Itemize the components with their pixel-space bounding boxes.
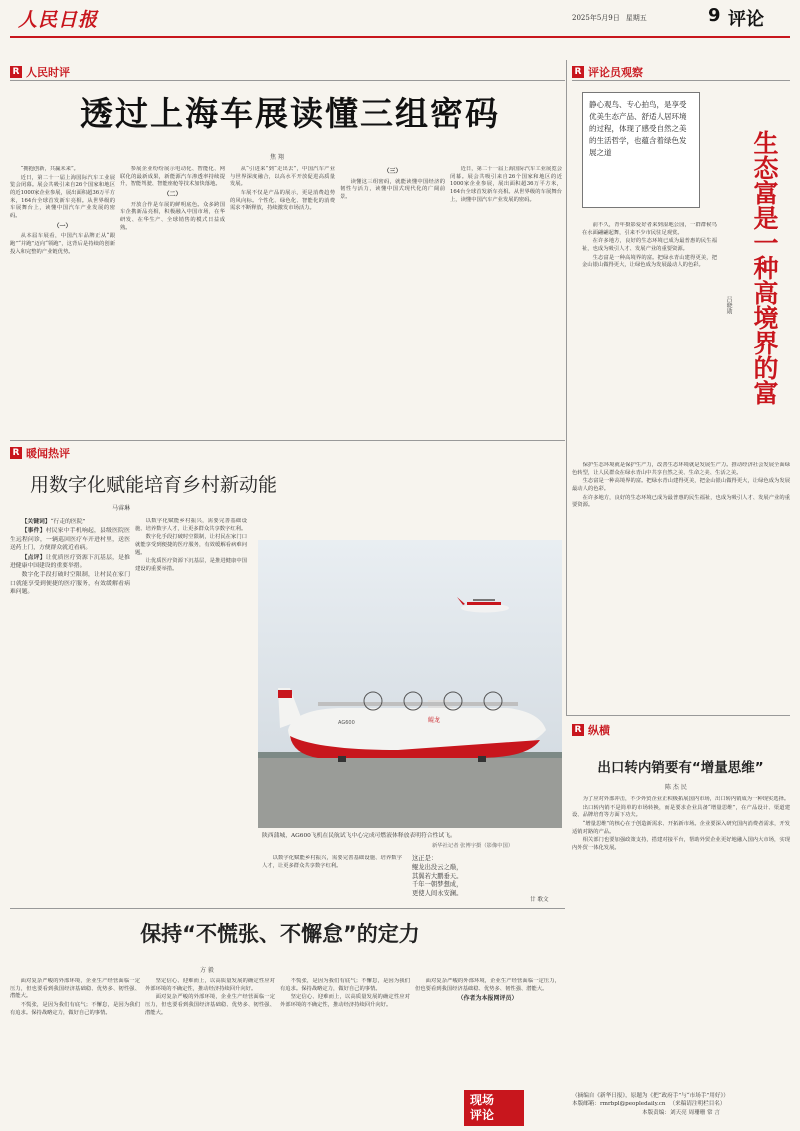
divider bbox=[10, 440, 565, 441]
main-headline: 透过上海车展读懂三组密码 bbox=[80, 94, 500, 133]
steady-col-2: 坚定信心、迎难而上，以高质量发展的确定性应对外部环境的不确定性，推动经济持续回升向好。 面对复杂严峻的外部环境，企业生产经营面临一定压力，但也要看到我国经济基础稳、优势多、韧性强、潜能大。 bbox=[145, 978, 275, 1016]
poem-line: 更使人间永安澜。 bbox=[412, 890, 463, 898]
page-number: 9 bbox=[708, 5, 721, 26]
photo-illustration bbox=[258, 540, 562, 828]
digital-author: 马睿琳 bbox=[112, 505, 131, 512]
digital-col-1: 【关键词】“行走的医院” 【事件】村民家中手机响起，县级医院医生远程问诊，一辆巡回医疗车开进村里，送医送药上门，方便群众就近看病。 【点评】让优质医疗资源下沉基层，是推进健康中国建设的重要举措。 数字化手段打破时空限制，让村民在家门口就能享受到便捷的医疗服务，有效缓解看病难问题。 bbox=[10, 519, 130, 596]
newspaper-logo: 人民日报 bbox=[18, 9, 99, 31]
footer-email: 本版邮箱：rmrbpl@peopledaily.cn bbox=[572, 1101, 666, 1108]
side-column-tag: R 评论员观察 bbox=[572, 64, 643, 80]
divider bbox=[10, 908, 565, 909]
side-lead-box bbox=[582, 92, 700, 208]
steady-col-3: 不慌张，是因为我们有底气；不懈怠，是因为我们有追求。保持战略定力，做好自己的事情。 坚定信心、迎难而上，以高质量发展的确定性应对外部环境的不确定性，推动经济持续回升向好。 bbox=[280, 978, 410, 1009]
r-badge-icon: R bbox=[572, 724, 584, 736]
export-author: 陈 杰 民 bbox=[665, 784, 687, 791]
poem-line: 其翼若大鹏垂天。 bbox=[412, 872, 463, 880]
main-article-tag: R 人民时评 bbox=[10, 64, 70, 80]
r-badge-icon: R bbox=[10, 66, 22, 78]
footer-note: （来稿请注明栏目名） bbox=[669, 1101, 726, 1108]
section-mark: （三） bbox=[383, 168, 402, 175]
photo-aircraft bbox=[258, 540, 562, 828]
live-comment-stamp bbox=[464, 1090, 524, 1126]
column-divider bbox=[566, 60, 567, 715]
divider bbox=[572, 80, 790, 81]
digital-headline: 用数字化赋能培育乡村新动能 bbox=[30, 474, 278, 496]
stamp-line-1: 现场 bbox=[470, 1093, 495, 1107]
issue-weekday: 星期五 bbox=[625, 14, 647, 22]
masthead-rule bbox=[10, 36, 790, 38]
masthead bbox=[0, 0, 800, 36]
steady-source-note: （作者为本报网评员） bbox=[457, 995, 518, 1003]
digital-col-2: 以数字化赋能乡村振兴，需要完善基础设施、培养数字人才，让更多群众共享数字红利。 数字化手段打破时空限制，让村民在家门口就能享受到便捷的医疗服务，有效缓解看病难问题。 让优质医疗资源下沉基层，是推进健康中国建设的重要举措。 bbox=[135, 518, 247, 573]
poem-line: 鲲龙出没云之巅， bbox=[412, 863, 463, 871]
main-article-col-5: 近日，第二十一届上海国际汽车工业展览会闭幕。展会共吸引来自26个国家和地区的近1000家企业参展，展出面积超36万平方米，164台全球首发新车亮相。从世界级的车展舞台上，读懂中国汽车产业发展的密码。 bbox=[450, 166, 562, 203]
poem-author: 廿 歌文 bbox=[530, 897, 549, 903]
steady-author: 方 毅 bbox=[200, 967, 214, 974]
side-article-body-1: 前不久，青年摄影爱好者来到湿地公园，一群群候鸟在水面翩翩起舞，引来不少市民驻足观赏。 在许多地方，良好的生态环境已成为最普惠的民生福祉，也成为吸引人才、发展产业的重要资源。 生态富是一种高境界的富。把绿水青山建得更美，把金山银山做得更大，让绿色成为发展最动人的色彩。 bbox=[582, 222, 717, 269]
stamp-line-2: 评论 bbox=[470, 1108, 495, 1122]
main-author: 焦 翔 bbox=[270, 154, 284, 161]
r-badge-icon: R bbox=[10, 447, 22, 459]
main-article-col-3: 从“引进来”到“走出去”，中国汽车产业与世界深度融合，以高水平开放促进高质量发展。 车展不仅是产品的展示，更是消费趋势的风向标。个性化、绿色化、智能化的消费需求不断释放，持续激发市场活力。 bbox=[230, 166, 335, 212]
photo-credit: 新华社记者 张博宇摄（影像中国） bbox=[432, 843, 514, 849]
footer-source: （摘编自《新华日报》，原题为《把“政府手”与“市场手”用好》） bbox=[572, 1093, 729, 1099]
footer-editors: 本版责编：刘天亮 周珊珊 常 言 bbox=[641, 1109, 721, 1116]
steady-headline: 保持“不慌张、不懈怠”的定力 bbox=[140, 922, 420, 946]
main-article-col-1: “拥抱创新，共赢未来”。 近日，第二十一届上海国际汽车工业展览会闭幕。展会共吸引来自26个国家和地区的近1000家企业参展，展出面积超36万平方米，164台全球首发新车亮相。从世界级的车展舞台上，读懂中国汽车产业发展的密码。 （一） 从本届车展看，中国汽车品牌正从“跟跑”“并跑”迈向“领跑”，这背后是持续的创新投入和完整的产业链优势。 bbox=[10, 166, 115, 255]
main-article-col-4: （三） 读懂这三组密码，就能读懂中国经济的韧性与活力，读懂中国式现代化的广阔前景。 bbox=[340, 168, 445, 201]
section-mark: （二） bbox=[163, 191, 182, 199]
main-article-col-2: 参展企业纷纷展示电动化、智能化、网联化的最新成果，新能源汽车渗透率持续提升，智能驾驶、智能座舱等技术加快落地。 （二） 开放合作是车展的鲜明底色。众多跨国车企携新品亮相，积极融入中国市场，在华研发、在华生产、全球销售的模式日益成熟。 bbox=[120, 166, 225, 231]
date-line bbox=[572, 13, 647, 23]
divider bbox=[10, 80, 565, 81]
poem-line: 千年一朝梦想成， bbox=[412, 881, 463, 889]
side-lead-text: 静心观鸟、专心拍鸟，是享受优美生态产品、舒适人居环境的过程，体现了感受自然之美的生活哲学，也蕴含着绿色发展之道 bbox=[589, 100, 687, 157]
footer bbox=[572, 1092, 790, 1117]
steady-col-4: 面对复杂严峻的外部环境，企业生产经营面临一定压力，但也要看到我国经济基础稳、优势多、韧性强、潜能大。 （作者为本报网评员） bbox=[415, 978, 560, 1003]
side-author: 吕晓勋 bbox=[725, 296, 732, 314]
poem-box bbox=[412, 855, 562, 905]
photo-caption: 陕西蒲城，AG600飞机在民航试飞中心完成可燃液体释放表明符合性试飞。 bbox=[262, 833, 456, 839]
issue-date: 2025年5月9日 bbox=[572, 14, 620, 22]
digital-article-tag: R 暖闻热评 bbox=[10, 445, 70, 461]
export-headline: 出口转内销要有“增量思维” bbox=[597, 760, 764, 776]
section-mark: （一） bbox=[53, 222, 72, 230]
photo-side-text: 以数字化赋能乡村振兴，需要完善基础设施、培养数字人才，让更多群众共享数字红利。 bbox=[262, 855, 402, 869]
poem-line: 这正是： bbox=[412, 855, 438, 862]
export-body: 为了应对外部冲击，不少外贸企业正积极拓展国内市场，出口转内销成为一种现实选择。 出口转内销不是简单的市场转换，而是要求企业具备“增量思维”，在产品设计、渠道建设、品牌培育等方面下功夫。 “增量思维”的核心在于创造新需求、开拓新市场。企业要深入研究国内消费者需求，开发适销对路的产品。 相关部门也要加强政策支持，搭建对接平台，帮助外贸企业更好地融入国内大市场，实现内外贸一体化发展。 bbox=[572, 796, 790, 852]
side-headline: 生态富是一种高境界的富 bbox=[750, 130, 779, 405]
export-article-tag: R 纵横 bbox=[572, 722, 610, 738]
side-article-body-2: 保护生态环境就是保护生产力，改善生态环境就是发展生产力。推动经济社会发展全面绿色转型，让人民群众在绿水青山中共享自然之美、生命之美、生活之美。 生态富是一种高境界的富。把绿水青山建得更美，把金山银山做得更大，让绿色成为发展最动人的色彩。 在许多地方，良好的生态环境已成为最普惠的民生福祉，也成为吸引人才、发展产业的重要资源。 bbox=[572, 462, 790, 509]
page-section-name: 评论 bbox=[728, 9, 764, 30]
aircraft-name-mark: 鲲龙 bbox=[428, 717, 441, 724]
r-badge-icon: R bbox=[572, 66, 584, 78]
aircraft-tail-number: AG600 bbox=[338, 720, 355, 726]
steady-col-1: 面对复杂严峻的外部环境，企业生产经营面临一定压力，但也要看到我国经济基础稳、优势多、韧性强、潜能大。 不慌张，是因为我们有底气；不懈怠，是因为我们有追求。保持战略定力，做好自己的事情。 bbox=[10, 978, 140, 1016]
divider bbox=[566, 715, 790, 716]
